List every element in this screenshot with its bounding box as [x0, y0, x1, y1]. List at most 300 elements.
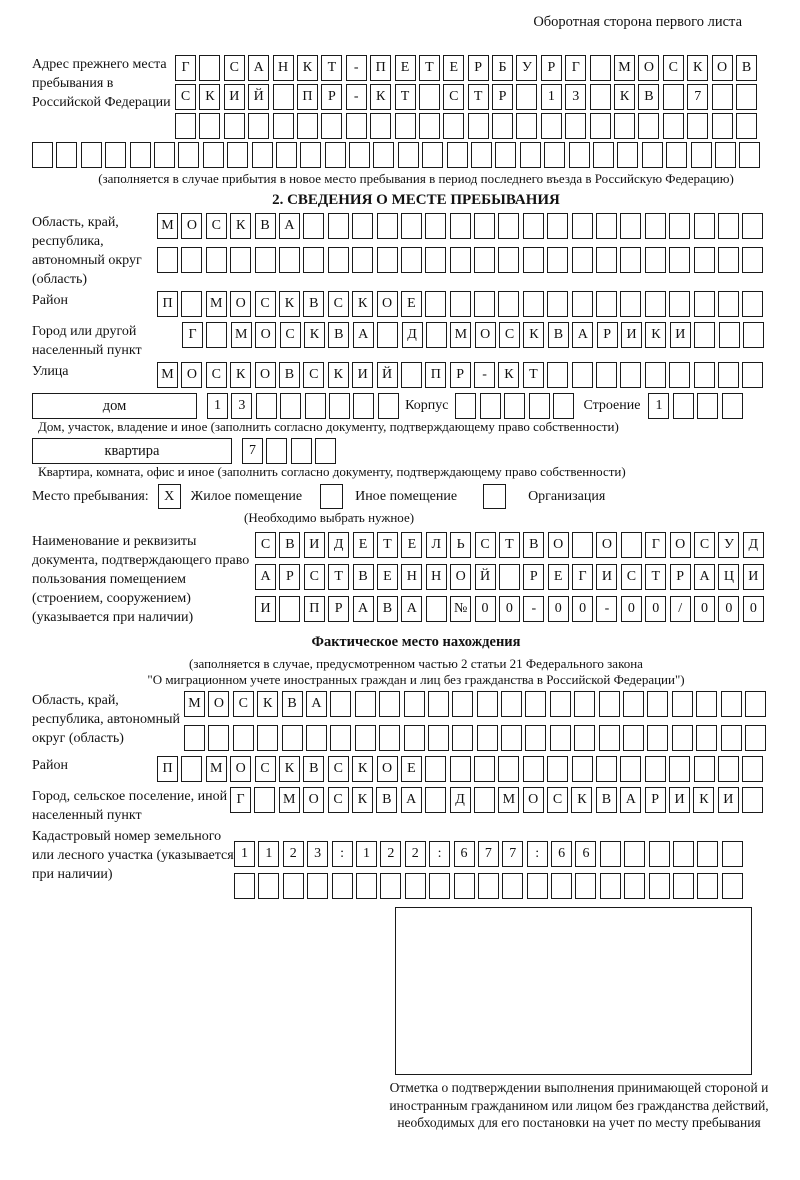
- char-box[interactable]: И: [743, 564, 764, 590]
- char-box[interactable]: [276, 142, 297, 168]
- char-box[interactable]: С: [303, 362, 324, 388]
- char-box[interactable]: [353, 393, 374, 419]
- char-box[interactable]: [303, 213, 324, 239]
- char-box[interactable]: [266, 438, 287, 464]
- char-box[interactable]: [645, 362, 666, 388]
- char-box[interactable]: М: [279, 787, 300, 813]
- char-box[interactable]: [282, 725, 303, 751]
- char-box[interactable]: [379, 725, 400, 751]
- char-box[interactable]: М: [206, 756, 227, 782]
- char-box[interactable]: К: [352, 756, 373, 782]
- char-box[interactable]: [401, 247, 422, 273]
- char-box[interactable]: Т: [321, 55, 342, 81]
- char-box[interactable]: [599, 725, 620, 751]
- char-box[interactable]: К: [352, 291, 373, 317]
- char-box[interactable]: П: [157, 291, 178, 317]
- char-box[interactable]: [405, 873, 426, 899]
- char-box[interactable]: С: [328, 756, 349, 782]
- char-box[interactable]: [669, 213, 690, 239]
- char-box[interactable]: [315, 438, 336, 464]
- char-box[interactable]: [645, 213, 666, 239]
- char-box[interactable]: [307, 873, 328, 899]
- char-box[interactable]: [718, 362, 739, 388]
- char-box[interactable]: [356, 873, 377, 899]
- char-box[interactable]: К: [297, 55, 318, 81]
- char-box[interactable]: Р: [279, 564, 300, 590]
- char-box[interactable]: Л: [426, 532, 447, 558]
- char-box[interactable]: Ц: [718, 564, 739, 590]
- char-box[interactable]: Й: [248, 84, 269, 110]
- char-box[interactable]: О: [712, 55, 733, 81]
- char-box[interactable]: [480, 393, 501, 419]
- char-box[interactable]: [673, 393, 694, 419]
- char-box[interactable]: [623, 691, 644, 717]
- checkbox-other-premises[interactable]: [320, 484, 343, 509]
- char-box[interactable]: [501, 691, 522, 717]
- char-box[interactable]: [154, 142, 175, 168]
- char-box[interactable]: [352, 213, 373, 239]
- char-box[interactable]: [283, 873, 304, 899]
- char-box[interactable]: [477, 725, 498, 751]
- char-box[interactable]: А: [401, 596, 422, 622]
- char-box[interactable]: Е: [401, 532, 422, 558]
- char-box[interactable]: Р: [523, 564, 544, 590]
- char-box[interactable]: 7: [242, 438, 263, 464]
- char-box[interactable]: С: [280, 322, 301, 348]
- house-type-box[interactable]: дом: [32, 393, 197, 419]
- char-box[interactable]: [257, 725, 278, 751]
- char-box[interactable]: [520, 142, 541, 168]
- char-box[interactable]: [572, 532, 593, 558]
- char-box[interactable]: [477, 691, 498, 717]
- char-box[interactable]: И: [718, 787, 739, 813]
- char-box[interactable]: [742, 756, 763, 782]
- char-box[interactable]: -: [596, 596, 617, 622]
- char-box[interactable]: Г: [182, 322, 203, 348]
- char-box[interactable]: [572, 247, 593, 273]
- char-box[interactable]: К: [523, 322, 544, 348]
- char-box[interactable]: [377, 322, 398, 348]
- char-box[interactable]: П: [157, 756, 178, 782]
- char-box[interactable]: [501, 725, 522, 751]
- char-box[interactable]: В: [548, 322, 569, 348]
- char-box[interactable]: Е: [377, 564, 398, 590]
- char-box[interactable]: [669, 247, 690, 273]
- char-box[interactable]: Г: [565, 55, 586, 81]
- char-box[interactable]: [502, 873, 523, 899]
- char-box[interactable]: [404, 691, 425, 717]
- char-box[interactable]: С: [255, 532, 276, 558]
- char-box[interactable]: С: [304, 564, 325, 590]
- char-box[interactable]: К: [199, 84, 220, 110]
- char-box[interactable]: [736, 84, 757, 110]
- char-box[interactable]: Р: [468, 55, 489, 81]
- checkbox-organization[interactable]: [483, 484, 506, 509]
- char-box[interactable]: [590, 55, 611, 81]
- char-box[interactable]: Г: [175, 55, 196, 81]
- char-box[interactable]: [227, 142, 248, 168]
- char-box[interactable]: [258, 873, 279, 899]
- char-box[interactable]: О: [475, 322, 496, 348]
- char-box[interactable]: 3: [307, 841, 328, 867]
- char-box[interactable]: [255, 247, 276, 273]
- char-box[interactable]: М: [614, 55, 635, 81]
- char-box[interactable]: [425, 213, 446, 239]
- char-box[interactable]: [474, 787, 495, 813]
- char-box[interactable]: О: [377, 756, 398, 782]
- char-box[interactable]: [596, 213, 617, 239]
- char-box[interactable]: [694, 213, 715, 239]
- char-box[interactable]: [600, 841, 621, 867]
- char-box[interactable]: [600, 873, 621, 899]
- char-box[interactable]: -: [523, 596, 544, 622]
- char-box[interactable]: [379, 691, 400, 717]
- char-box[interactable]: [575, 873, 596, 899]
- char-box[interactable]: [569, 142, 590, 168]
- char-box[interactable]: -: [346, 55, 367, 81]
- char-box[interactable]: [541, 113, 562, 139]
- char-box[interactable]: В: [279, 362, 300, 388]
- char-box[interactable]: [425, 247, 446, 273]
- char-box[interactable]: В: [523, 532, 544, 558]
- char-box[interactable]: [355, 725, 376, 751]
- char-box[interactable]: [620, 213, 641, 239]
- char-box[interactable]: М: [184, 691, 205, 717]
- char-box[interactable]: И: [670, 322, 691, 348]
- char-box[interactable]: [370, 113, 391, 139]
- char-box[interactable]: [722, 393, 743, 419]
- char-box[interactable]: [450, 213, 471, 239]
- char-box[interactable]: 3: [231, 393, 252, 419]
- char-box[interactable]: [620, 291, 641, 317]
- char-box[interactable]: Р: [670, 564, 691, 590]
- char-box[interactable]: [428, 725, 449, 751]
- char-box[interactable]: [624, 841, 645, 867]
- char-box[interactable]: А: [620, 787, 641, 813]
- char-box[interactable]: 1: [356, 841, 377, 867]
- char-box[interactable]: [620, 362, 641, 388]
- char-box[interactable]: [495, 142, 516, 168]
- char-box[interactable]: [719, 322, 740, 348]
- char-box[interactable]: [697, 393, 718, 419]
- char-box[interactable]: [599, 691, 620, 717]
- char-box[interactable]: [478, 873, 499, 899]
- char-box[interactable]: [743, 322, 764, 348]
- char-box[interactable]: А: [401, 787, 422, 813]
- char-box[interactable]: О: [548, 532, 569, 558]
- char-box[interactable]: К: [279, 756, 300, 782]
- char-box[interactable]: С: [233, 691, 254, 717]
- char-box[interactable]: [697, 841, 718, 867]
- char-box[interactable]: [712, 84, 733, 110]
- char-box[interactable]: [328, 213, 349, 239]
- char-box[interactable]: [572, 756, 593, 782]
- char-box[interactable]: [718, 213, 739, 239]
- char-box[interactable]: Д: [743, 532, 764, 558]
- char-box[interactable]: Ь: [450, 532, 471, 558]
- char-box[interactable]: С: [475, 532, 496, 558]
- char-box[interactable]: Р: [541, 55, 562, 81]
- char-box[interactable]: [572, 362, 593, 388]
- char-box[interactable]: Т: [499, 532, 520, 558]
- char-box[interactable]: [649, 841, 670, 867]
- char-box[interactable]: К: [279, 291, 300, 317]
- char-box[interactable]: С: [621, 564, 642, 590]
- char-box[interactable]: Е: [443, 55, 464, 81]
- char-box[interactable]: [718, 756, 739, 782]
- char-box[interactable]: [81, 142, 102, 168]
- char-box[interactable]: И: [352, 362, 373, 388]
- char-box[interactable]: П: [370, 55, 391, 81]
- char-box[interactable]: [330, 725, 351, 751]
- char-box[interactable]: Е: [548, 564, 569, 590]
- char-box[interactable]: 2: [283, 841, 304, 867]
- char-box[interactable]: [450, 756, 471, 782]
- char-box[interactable]: [230, 247, 251, 273]
- char-box[interactable]: :: [429, 841, 450, 867]
- char-box[interactable]: 2: [380, 841, 401, 867]
- char-box[interactable]: [691, 142, 712, 168]
- char-box[interactable]: [590, 113, 611, 139]
- char-box[interactable]: [452, 691, 473, 717]
- char-box[interactable]: [329, 393, 350, 419]
- char-box[interactable]: [715, 142, 736, 168]
- char-box[interactable]: С: [499, 322, 520, 348]
- char-box[interactable]: [181, 247, 202, 273]
- char-box[interactable]: [425, 787, 446, 813]
- char-box[interactable]: [523, 756, 544, 782]
- char-box[interactable]: С: [663, 55, 684, 81]
- char-box[interactable]: [621, 532, 642, 558]
- char-box[interactable]: [645, 247, 666, 273]
- char-box[interactable]: 1: [258, 841, 279, 867]
- char-box[interactable]: В: [353, 564, 374, 590]
- char-box[interactable]: А: [694, 564, 715, 590]
- char-box[interactable]: 7: [502, 841, 523, 867]
- char-box[interactable]: [645, 291, 666, 317]
- char-box[interactable]: [551, 873, 572, 899]
- char-box[interactable]: К: [370, 84, 391, 110]
- char-box[interactable]: [694, 756, 715, 782]
- char-box[interactable]: Н: [273, 55, 294, 81]
- char-box[interactable]: [378, 393, 399, 419]
- char-box[interactable]: [474, 291, 495, 317]
- char-box[interactable]: [422, 142, 443, 168]
- char-box[interactable]: [694, 247, 715, 273]
- char-box[interactable]: С: [224, 55, 245, 81]
- char-box[interactable]: [550, 691, 571, 717]
- char-box[interactable]: М: [157, 362, 178, 388]
- char-box[interactable]: К: [498, 362, 519, 388]
- char-box[interactable]: [666, 142, 687, 168]
- char-box[interactable]: [377, 247, 398, 273]
- char-box[interactable]: Н: [401, 564, 422, 590]
- char-box[interactable]: 7: [687, 84, 708, 110]
- char-box[interactable]: [745, 691, 766, 717]
- char-box[interactable]: [742, 213, 763, 239]
- char-box[interactable]: [663, 84, 684, 110]
- char-box[interactable]: 7: [478, 841, 499, 867]
- char-box[interactable]: [547, 247, 568, 273]
- char-box[interactable]: [696, 691, 717, 717]
- char-box[interactable]: [687, 113, 708, 139]
- char-box[interactable]: [623, 725, 644, 751]
- char-box[interactable]: [721, 691, 742, 717]
- char-box[interactable]: Д: [328, 532, 349, 558]
- char-box[interactable]: [669, 362, 690, 388]
- char-box[interactable]: [742, 787, 763, 813]
- char-box[interactable]: [471, 142, 492, 168]
- char-box[interactable]: С: [255, 291, 276, 317]
- char-box[interactable]: [373, 142, 394, 168]
- char-box[interactable]: [697, 873, 718, 899]
- char-box[interactable]: Г: [645, 532, 666, 558]
- char-box[interactable]: [425, 756, 446, 782]
- char-box[interactable]: Д: [402, 322, 423, 348]
- char-box[interactable]: [398, 142, 419, 168]
- char-box[interactable]: 1: [234, 841, 255, 867]
- char-box[interactable]: [273, 84, 294, 110]
- char-box[interactable]: [303, 247, 324, 273]
- char-box[interactable]: П: [297, 84, 318, 110]
- char-box[interactable]: К: [257, 691, 278, 717]
- char-box[interactable]: [523, 247, 544, 273]
- char-box[interactable]: Т: [645, 564, 666, 590]
- char-box[interactable]: [395, 113, 416, 139]
- checkbox-residential[interactable]: X: [158, 484, 181, 509]
- char-box[interactable]: [273, 113, 294, 139]
- char-box[interactable]: [401, 362, 422, 388]
- char-box[interactable]: [742, 247, 763, 273]
- char-box[interactable]: С: [175, 84, 196, 110]
- char-box[interactable]: [352, 247, 373, 273]
- char-box[interactable]: №: [450, 596, 471, 622]
- char-box[interactable]: [572, 291, 593, 317]
- char-box[interactable]: А: [255, 564, 276, 590]
- char-box[interactable]: [529, 393, 550, 419]
- char-box[interactable]: [504, 393, 525, 419]
- char-box[interactable]: О: [670, 532, 691, 558]
- char-box[interactable]: В: [255, 213, 276, 239]
- char-box[interactable]: [647, 725, 668, 751]
- char-box[interactable]: :: [332, 841, 353, 867]
- char-box[interactable]: Р: [321, 84, 342, 110]
- char-box[interactable]: [527, 873, 548, 899]
- char-box[interactable]: [328, 247, 349, 273]
- char-box[interactable]: [419, 84, 440, 110]
- char-box[interactable]: Р: [450, 362, 471, 388]
- char-box[interactable]: [178, 142, 199, 168]
- char-box[interactable]: [718, 291, 739, 317]
- char-box[interactable]: [224, 113, 245, 139]
- char-box[interactable]: 1: [207, 393, 228, 419]
- char-box[interactable]: 0: [694, 596, 715, 622]
- char-box[interactable]: [346, 113, 367, 139]
- char-box[interactable]: М: [157, 213, 178, 239]
- char-box[interactable]: [614, 113, 635, 139]
- char-box[interactable]: М: [450, 322, 471, 348]
- char-box[interactable]: [297, 113, 318, 139]
- char-box[interactable]: [696, 725, 717, 751]
- char-box[interactable]: 2: [405, 841, 426, 867]
- char-box[interactable]: И: [621, 322, 642, 348]
- char-box[interactable]: [647, 691, 668, 717]
- char-box[interactable]: [596, 291, 617, 317]
- char-box[interactable]: 0: [645, 596, 666, 622]
- char-box[interactable]: [672, 725, 693, 751]
- char-box[interactable]: [663, 113, 684, 139]
- char-box[interactable]: В: [279, 532, 300, 558]
- char-box[interactable]: В: [282, 691, 303, 717]
- char-box[interactable]: [454, 873, 475, 899]
- char-box[interactable]: 1: [648, 393, 669, 419]
- char-box[interactable]: 0: [475, 596, 496, 622]
- char-box[interactable]: А: [353, 322, 374, 348]
- char-box[interactable]: С: [206, 213, 227, 239]
- char-box[interactable]: [673, 841, 694, 867]
- char-box[interactable]: [419, 113, 440, 139]
- char-box[interactable]: О: [255, 322, 276, 348]
- char-box[interactable]: [330, 691, 351, 717]
- char-box[interactable]: Р: [597, 322, 618, 348]
- char-box[interactable]: 0: [718, 596, 739, 622]
- char-box[interactable]: [550, 725, 571, 751]
- char-box[interactable]: [590, 84, 611, 110]
- char-box[interactable]: [498, 291, 519, 317]
- char-box[interactable]: О: [303, 787, 324, 813]
- char-box[interactable]: К: [230, 213, 251, 239]
- char-box[interactable]: [617, 142, 638, 168]
- char-box[interactable]: -: [474, 362, 495, 388]
- char-box[interactable]: [474, 756, 495, 782]
- char-box[interactable]: [499, 564, 520, 590]
- char-box[interactable]: [516, 84, 537, 110]
- char-box[interactable]: [380, 873, 401, 899]
- char-box[interactable]: В: [638, 84, 659, 110]
- char-box[interactable]: О: [450, 564, 471, 590]
- char-box[interactable]: [291, 438, 312, 464]
- char-box[interactable]: [429, 873, 450, 899]
- char-box[interactable]: 6: [454, 841, 475, 867]
- char-box[interactable]: И: [224, 84, 245, 110]
- char-box[interactable]: Б: [492, 55, 513, 81]
- char-box[interactable]: О: [523, 787, 544, 813]
- char-box[interactable]: У: [718, 532, 739, 558]
- char-box[interactable]: С: [547, 787, 568, 813]
- char-box[interactable]: Г: [572, 564, 593, 590]
- char-box[interactable]: [233, 725, 254, 751]
- char-box[interactable]: [199, 55, 220, 81]
- char-box[interactable]: 0: [572, 596, 593, 622]
- char-box[interactable]: [256, 393, 277, 419]
- char-box[interactable]: [426, 596, 447, 622]
- char-box[interactable]: [547, 756, 568, 782]
- char-box[interactable]: Т: [377, 532, 398, 558]
- char-box[interactable]: [332, 873, 353, 899]
- char-box[interactable]: [300, 142, 321, 168]
- char-box[interactable]: [574, 725, 595, 751]
- char-box[interactable]: А: [248, 55, 269, 81]
- char-box[interactable]: 0: [743, 596, 764, 622]
- char-box[interactable]: Р: [328, 596, 349, 622]
- char-box[interactable]: 3: [565, 84, 586, 110]
- char-box[interactable]: А: [572, 322, 593, 348]
- char-box[interactable]: [673, 873, 694, 899]
- char-box[interactable]: [203, 142, 224, 168]
- char-box[interactable]: [722, 873, 743, 899]
- char-box[interactable]: [184, 725, 205, 751]
- char-box[interactable]: [498, 756, 519, 782]
